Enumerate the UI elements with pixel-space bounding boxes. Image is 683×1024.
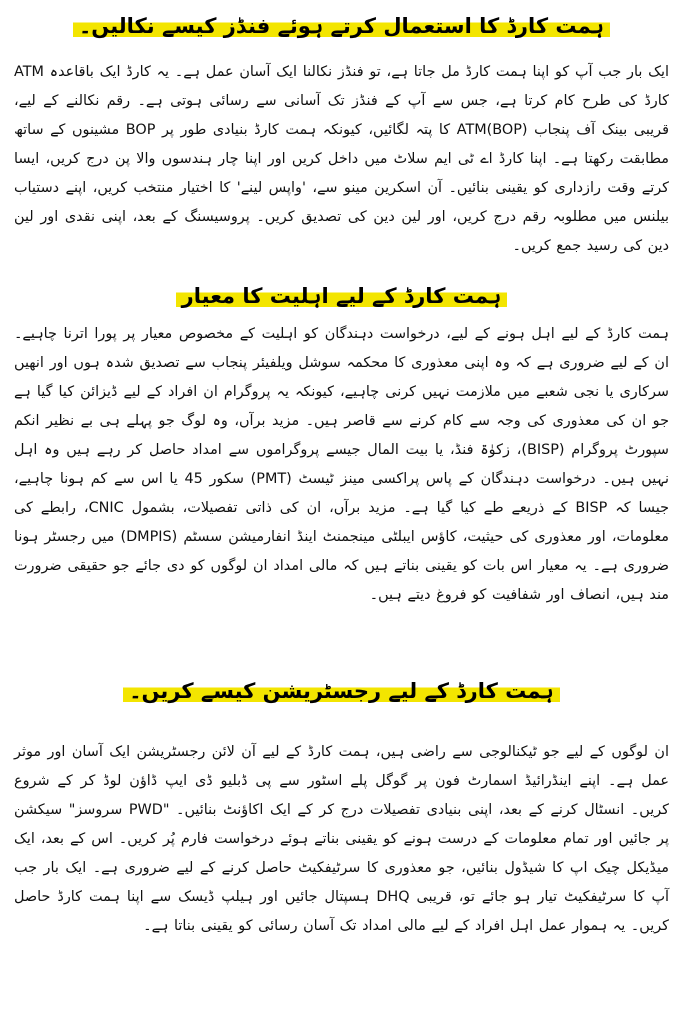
- section-heading-withdraw-funds: [14, 10, 669, 42]
- heading-highlight: ہمت کارڈ کے لیے رجسٹریشن کیسے کریں۔: [123, 679, 560, 703]
- paragraph-withdraw-funds: ایک بار جب آپ کو اپنا ہمت کارڈ مل جاتا ہے، تو فنڈز نکالنا ایک آسان عمل ہے۔ یہ کارڈ ایک باقاعدہ ATM کارڈ کی طرح کام کرتا ہے، جس سے آپ کے فنڈز تک آسانی سے رسائی ہوتی ہے۔ رقم نکالنے کے لیے، قریبی بینک آف پنجاب ATM(BOP) کا پتہ لگائیں، کیونکہ ہمت کارڈ بنیادی طور پر BOP مشینوں کے ساتھ مطابقت رکھتا ہے۔ اپنا کارڈ اے ٹی ایم سلاٹ میں داخل کریں اور اپنا چار ہندسوں والا پن درج کریں، ایسا کرتے وقت رازداری کو یقینی بنائیں۔ آن اسکرین مینو سے، 'واپس لینے' کا اختیار منتخب کریں، اپنے دستیاب بیلنس میں مطلوبہ رقم درج کریں، اور لین دین کی تصدیق کریں۔ پروسیسنگ کے بعد، اپنی نقدی اور لین دین کی رسید جمع کریں۔: [14, 64, 669, 254]
- heading-highlight: ہمت کارڈ کے لیے اہلیت کا معیار: [176, 284, 508, 308]
- paragraph-eligibility: ہمت کارڈ کے لیے اہل ہونے کے لیے، درخواست دہندگان کو اہلیت کے مخصوص معیار پر پورا اترنا چاہیے۔ ان کے لیے ضروری ہے کہ وہ اپنی معذوری کا محکمہ سوشل ویلفیئر پنجاب سے تصدیق شدہ ہوں اور انھیں سرکاری یا نجی شعبے میں ملازمت نہیں کرنی چاہیے، کیونکہ یہ پروگرام ان افراد کے لیے ڈیزائن کیا گیا ہے جو ان کی معذوری کی وجہ سے کام کرنے سے قاصر ہیں۔ مزید برآں، وہ لوگ جو پہلے ہی بے نظیر انکم سپورٹ پروگرام (BISP)، زکوٰۃ فنڈ، یا بیت المال جیسے پروگراموں سے امداد حاصل کر رہے ہیں وہ اہل نہیں ہیں۔ درخواست دہندگان کے پاس پراکسی مینز ٹیسٹ (PMT) سکور 45 یا اس سے کم ہونا چاہیے، جیسا کہ BISP کے ذریعے طے کیا گیا ہے۔ مزید برآں، ان کی ذاتی تفصیلات، بشمول CNIC، رابطے کی معلومات، اور معذوری کی حیثیت، کاؤس ایبلٹی مینجمنٹ اینڈ انفارمیشن سسٹم (DMPIS) میں رجسٹر ہونا ضروری ہے۔ یہ معیار اس بات کو یقینی بناتے ہیں کہ مالی امداد ان لوگوں کو دی جائے جو حقیقی ضرورت مند ہیں، انصاف اور شفافیت کو فروغ دیتے ہیں۔: [14, 326, 670, 603]
- section-heading-eligibility: [14, 280, 669, 312]
- heading-highlight: ہمت کارڈ کا استعمال کرتے ہوئے فنڈز کیسے نکالیں۔: [73, 14, 610, 38]
- section-heading-registration: [14, 675, 669, 707]
- paragraph-registration: ان لوگوں کے لیے جو ٹیکنالوجی سے راضی ہیں، ہمت کارڈ کے لیے آن لائن رجسٹریشن ایک آسان اور موثر عمل ہے۔ اپنے اینڈرائیڈ اسمارٹ فون پر گوگل پلے اسٹور سے پی ڈبلیو ڈی ایپ ڈاؤن لوڈ کر کے شروع کریں۔ انسٹال کرنے کے بعد، اپنی بنیادی تفصیلات درج کر کے ایک اکاؤنٹ بنائیں۔ "PWD سروسز" سیکشن پر جائیں اور تمام معلومات کے درست ہونے کو یقینی بناتے ہوئے درخواست فارم پُر کریں۔ اس کے بعد، ایک میڈیکل چیک اپ کا شیڈول بنائیں، جو معذوری کا سرٹیفکیٹ حاصل کرنے کے لیے ضروری ہے۔ ایک بار جب آپ کا سرٹیفکیٹ تیار ہو جائے تو، قریبی DHQ ہسپتال جائیں اور ہیلپ ڈیسک سے اپنا ہمت کارڈ حاصل کریں۔ یہ ہموار عمل اہل افراد کے لیے مالی امداد تک آسان رسائی کو یقینی بناتا ہے۔: [14, 744, 669, 934]
